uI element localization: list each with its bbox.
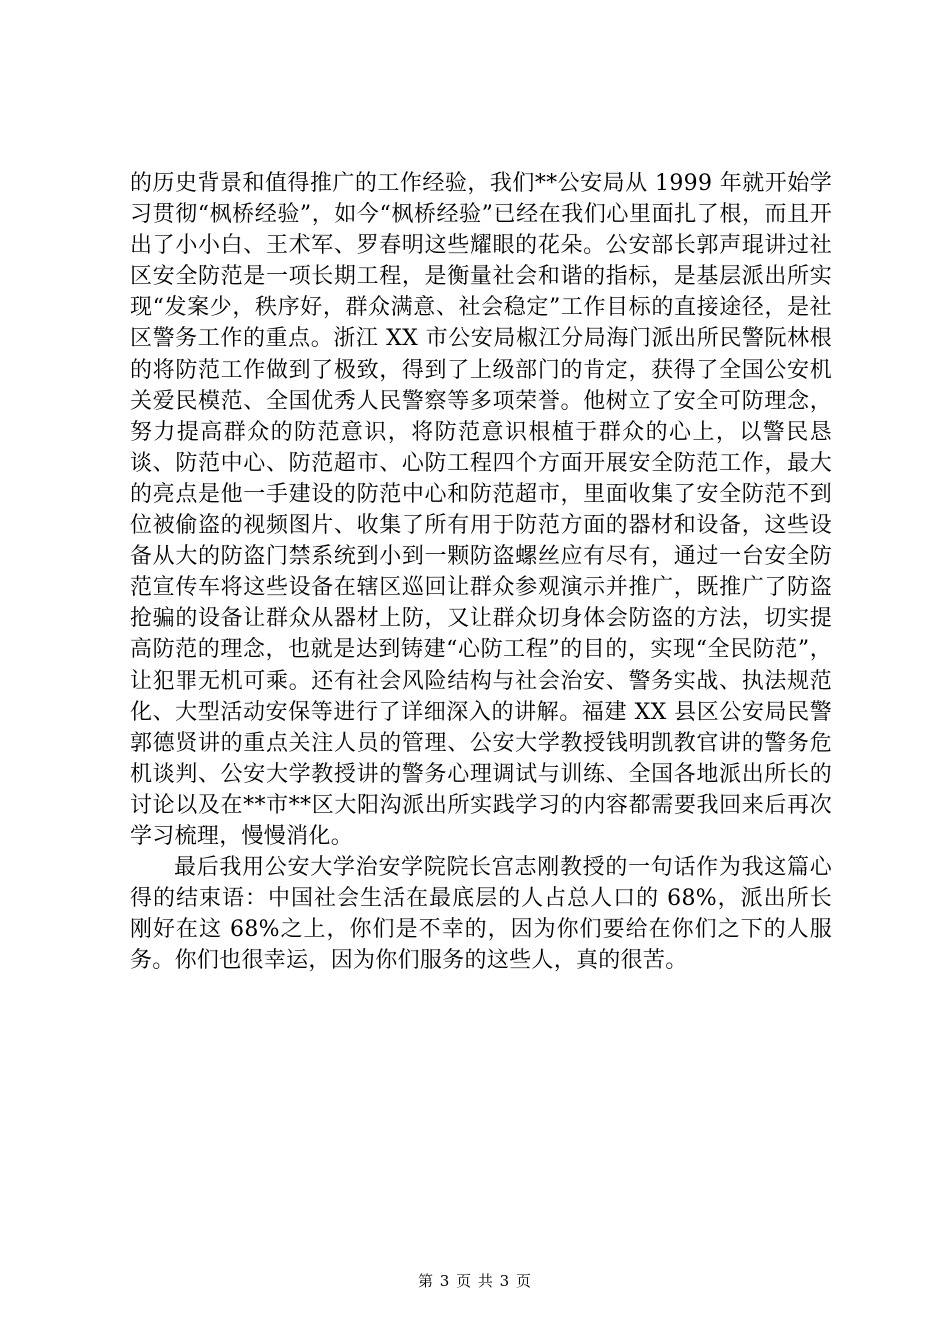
paragraph-closing: 最后我用公安大学治安学院院长宫志刚教授的一句话作为我这篇心得的结束语：中国社会生活在最底层的人占总人口的 68%，派出所长刚好在这 68%之上，你们是不幸的，因为你们要给在你们之下的人服务。你们也很幸运，因为你们服务的这些人，真的很苦。 bbox=[130, 855, 832, 974]
document-body bbox=[130, 168, 832, 976]
page-footer: 第 3 页 共 3 页 bbox=[418, 1272, 532, 1290]
paragraph-continuation: 的历史背景和值得推广的工作经验，我们**公安局从 1999 年就开始学习贯彻“枫桥经验”，如今“枫桥经验”已经在我们心里面扎了根，而且开出了小小白、王术军、罗春明这些耀眼的花朵。公安部长郭声琨讲过社区安全防范是一项长期工程，是衡量社会和谐的指标，是基层派出所实现“发案少，秩序好，群众满意、社会稳定”工作目标的直接途径，是社区警务工作的重点。浙江 XX 市公安局椒江分局海门派出所民警阮林根的将防范工作做到了极致，得到了上级部门的肯定，获得了全国公安机关爱民模范、全国优秀人民警察等多项荣誉。他树立了安全可防理念，努力提高群众的防范意识，将防范意识根植于群众的心上，以警民恳谈、防范中心、防范超市、心防工程四个方面开展安全防范工作，最大的亮点是他一手建设的防范中心和防范超市，里面收集了安全防范不到位被偷盗的视频图片、收集了所有用于防范方面的器材和设备，这些设备从大的防盗门禁系统到小到一颗防盗螺丝应有尽有，通过一台安全防范宣传车将这些设备在辖区巡回让群众参观演示并推广，既推广了防盗抢骗的设备让群众从器材上防，又让群众切身体会防盗的方法，切实提高防范的理念，也就是达到铸建“心防工程”的目的，实现“全民防范”，让犯罪无机可乘。还有社会风险结构与社会治安、警务实战、执法规范化、大型活动安保等进行了详细深入的讲解。福建 XX 县区公安局民警郭德贤讲的重点关注人员的管理、公安大学教授钱明凯教官讲的警务危机谈判、公安大学教授讲的警务心理调试与训练、全国各地派出所长的讨论以及在**市**区大阳沟派出所实践学习的内容都需要我回来后再次学习梳理，慢慢消化。 bbox=[130, 171, 832, 849]
